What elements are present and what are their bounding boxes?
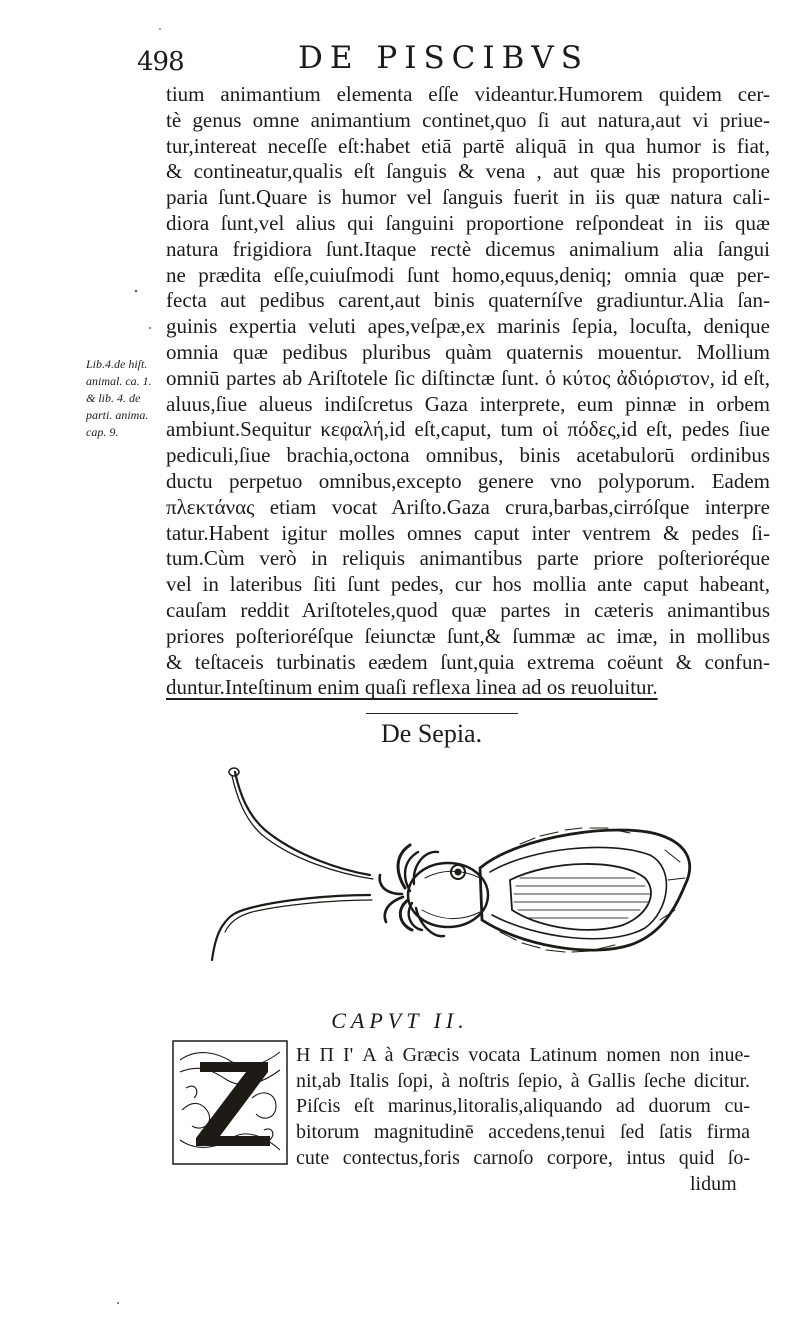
text-line: & teſtaceis turbinatis eædem ſunt,quia extrema coëunt & confun- bbox=[166, 649, 770, 674]
text-line: tè genus omne animantium continet,quo ſi aut natura,aut vi priue- bbox=[166, 107, 770, 132]
text-line: bitorum magnitudinē accedens,tenui ſed ſatis firma bbox=[296, 1121, 750, 1144]
text-line: priores poſterioréſque ſeiunctæ ſunt,& ſummæ ac imæ, in mollibus bbox=[166, 623, 770, 648]
body-text bbox=[166, 82, 770, 701]
section-rule bbox=[366, 713, 518, 714]
page-number: 498 bbox=[137, 47, 184, 77]
margin-note bbox=[86, 356, 166, 441]
text-line: paria ſunt.Quare is humor vel ſanguis fuerit in iis quæ natura cali- bbox=[166, 185, 770, 210]
section-title: De Sepia. bbox=[381, 719, 483, 748]
margin-note-line: parti. anima. bbox=[86, 408, 149, 422]
section-text bbox=[296, 1043, 750, 1171]
text-line: guinis expertia veluti apes,veſpæ,ex marinis ſepia, locuſta, denique bbox=[166, 314, 770, 339]
margin-note-line: Lib.4.de hiſt. bbox=[86, 357, 148, 371]
text-line: vel in lateribus ſiti ſunt pedes, cur hos mollia ante caput habeant, bbox=[166, 572, 770, 597]
text-line: πλεκτάνας etiam vocat Ariſto.Gaza crura,barbas,cirróſque interpre bbox=[166, 494, 770, 519]
chapter-heading: CAPVT II. bbox=[331, 1008, 469, 1033]
text-line: natura frigidiora ſunt.Itaque rectè dicemus animalium alia ſangui bbox=[166, 236, 770, 261]
text-line: duntur.Inteſtinum enim quaſi reflexa linea ad os reuoluitur. bbox=[166, 675, 658, 700]
text-line: H Π Ι' A à Græcis vocata Latinum nomen non inue- bbox=[296, 1044, 750, 1066]
running-title: DE PISCIBVS bbox=[298, 40, 590, 76]
decorated-initial bbox=[172, 1040, 288, 1165]
text-line: ambiunt.Sequitur κεφαλή,id eſt,caput, tum οἱ πόδες,id eſt, pedes ſiue bbox=[166, 417, 770, 442]
text-line: aluus,ſiue alueus indiſcretus Gaza interprete, eum pinnæ in orbem bbox=[166, 391, 770, 416]
text-line: tur,intereat neceſſe eſt:habet etiā partē aliquā in qua humor is fiat, bbox=[166, 133, 770, 158]
text-line: cauſam reddit Ariſtoteles,quod quæ partes in cæteris animantibus bbox=[166, 597, 770, 622]
text-line: cute contectus,foris carnoſo corpore, intus quid ſo- bbox=[296, 1146, 750, 1169]
margin-note-line: & lib. 4. de bbox=[86, 391, 141, 405]
cuttlefish-woodcut bbox=[190, 760, 710, 1005]
text-line: diora ſunt,vel alius qui ſanguini proportione reſpondeat in iis quæ bbox=[166, 210, 770, 235]
text-line: tium animantium elementa eſſe videantur.Humorem quidem cer- bbox=[166, 82, 770, 106]
text-line: tum.Cùm verò in reliquis animantibus parte priore poſterioréque bbox=[166, 546, 770, 571]
text-line: & contineatur,qualis eſt ſanguis & vena , aut quæ his proportione bbox=[166, 159, 770, 184]
margin-note-line: animal. ca. 1. bbox=[86, 374, 152, 388]
text-line: ne prædita eſſe,cuiuſmodi ſunt homo,equus,deniq; omnia quæ per- bbox=[166, 262, 770, 287]
text-line: tatur.Habent igitur molles omnes caput inter ventrem & pedes ſi- bbox=[166, 520, 770, 545]
catchword: lidum bbox=[690, 1173, 737, 1195]
text-line: omnia quæ pedibus pluribus quàm quaternis mouentur. Mollium bbox=[166, 339, 770, 364]
text-line: pediculi,ſiue brachia,octona omnibus, binis acetabulorū ordinibus bbox=[166, 443, 770, 468]
margin-note-line: cap. 9. bbox=[86, 425, 119, 439]
text-line: ductu perpetuo omnibus,excepto genere vno polyporum. Eadem bbox=[166, 468, 770, 493]
text-line: fecta aut pedibus carent,aut binis quaterníſve gradiuntur.Alia ſan- bbox=[166, 288, 770, 313]
text-line: nit,ab Italis ſopi, à noſtris ſepio, à Gallis ſeche dicitur. bbox=[296, 1069, 750, 1092]
text-line: Piſcis eſt marinus,litoralis,aliquando ad duorum cu- bbox=[296, 1095, 750, 1118]
text-line: omniū partes ab Ariſtotele ſic diſtinctæ ſunt. ὁ κύτος ἀδιόριστον, id eſt, bbox=[166, 365, 770, 390]
